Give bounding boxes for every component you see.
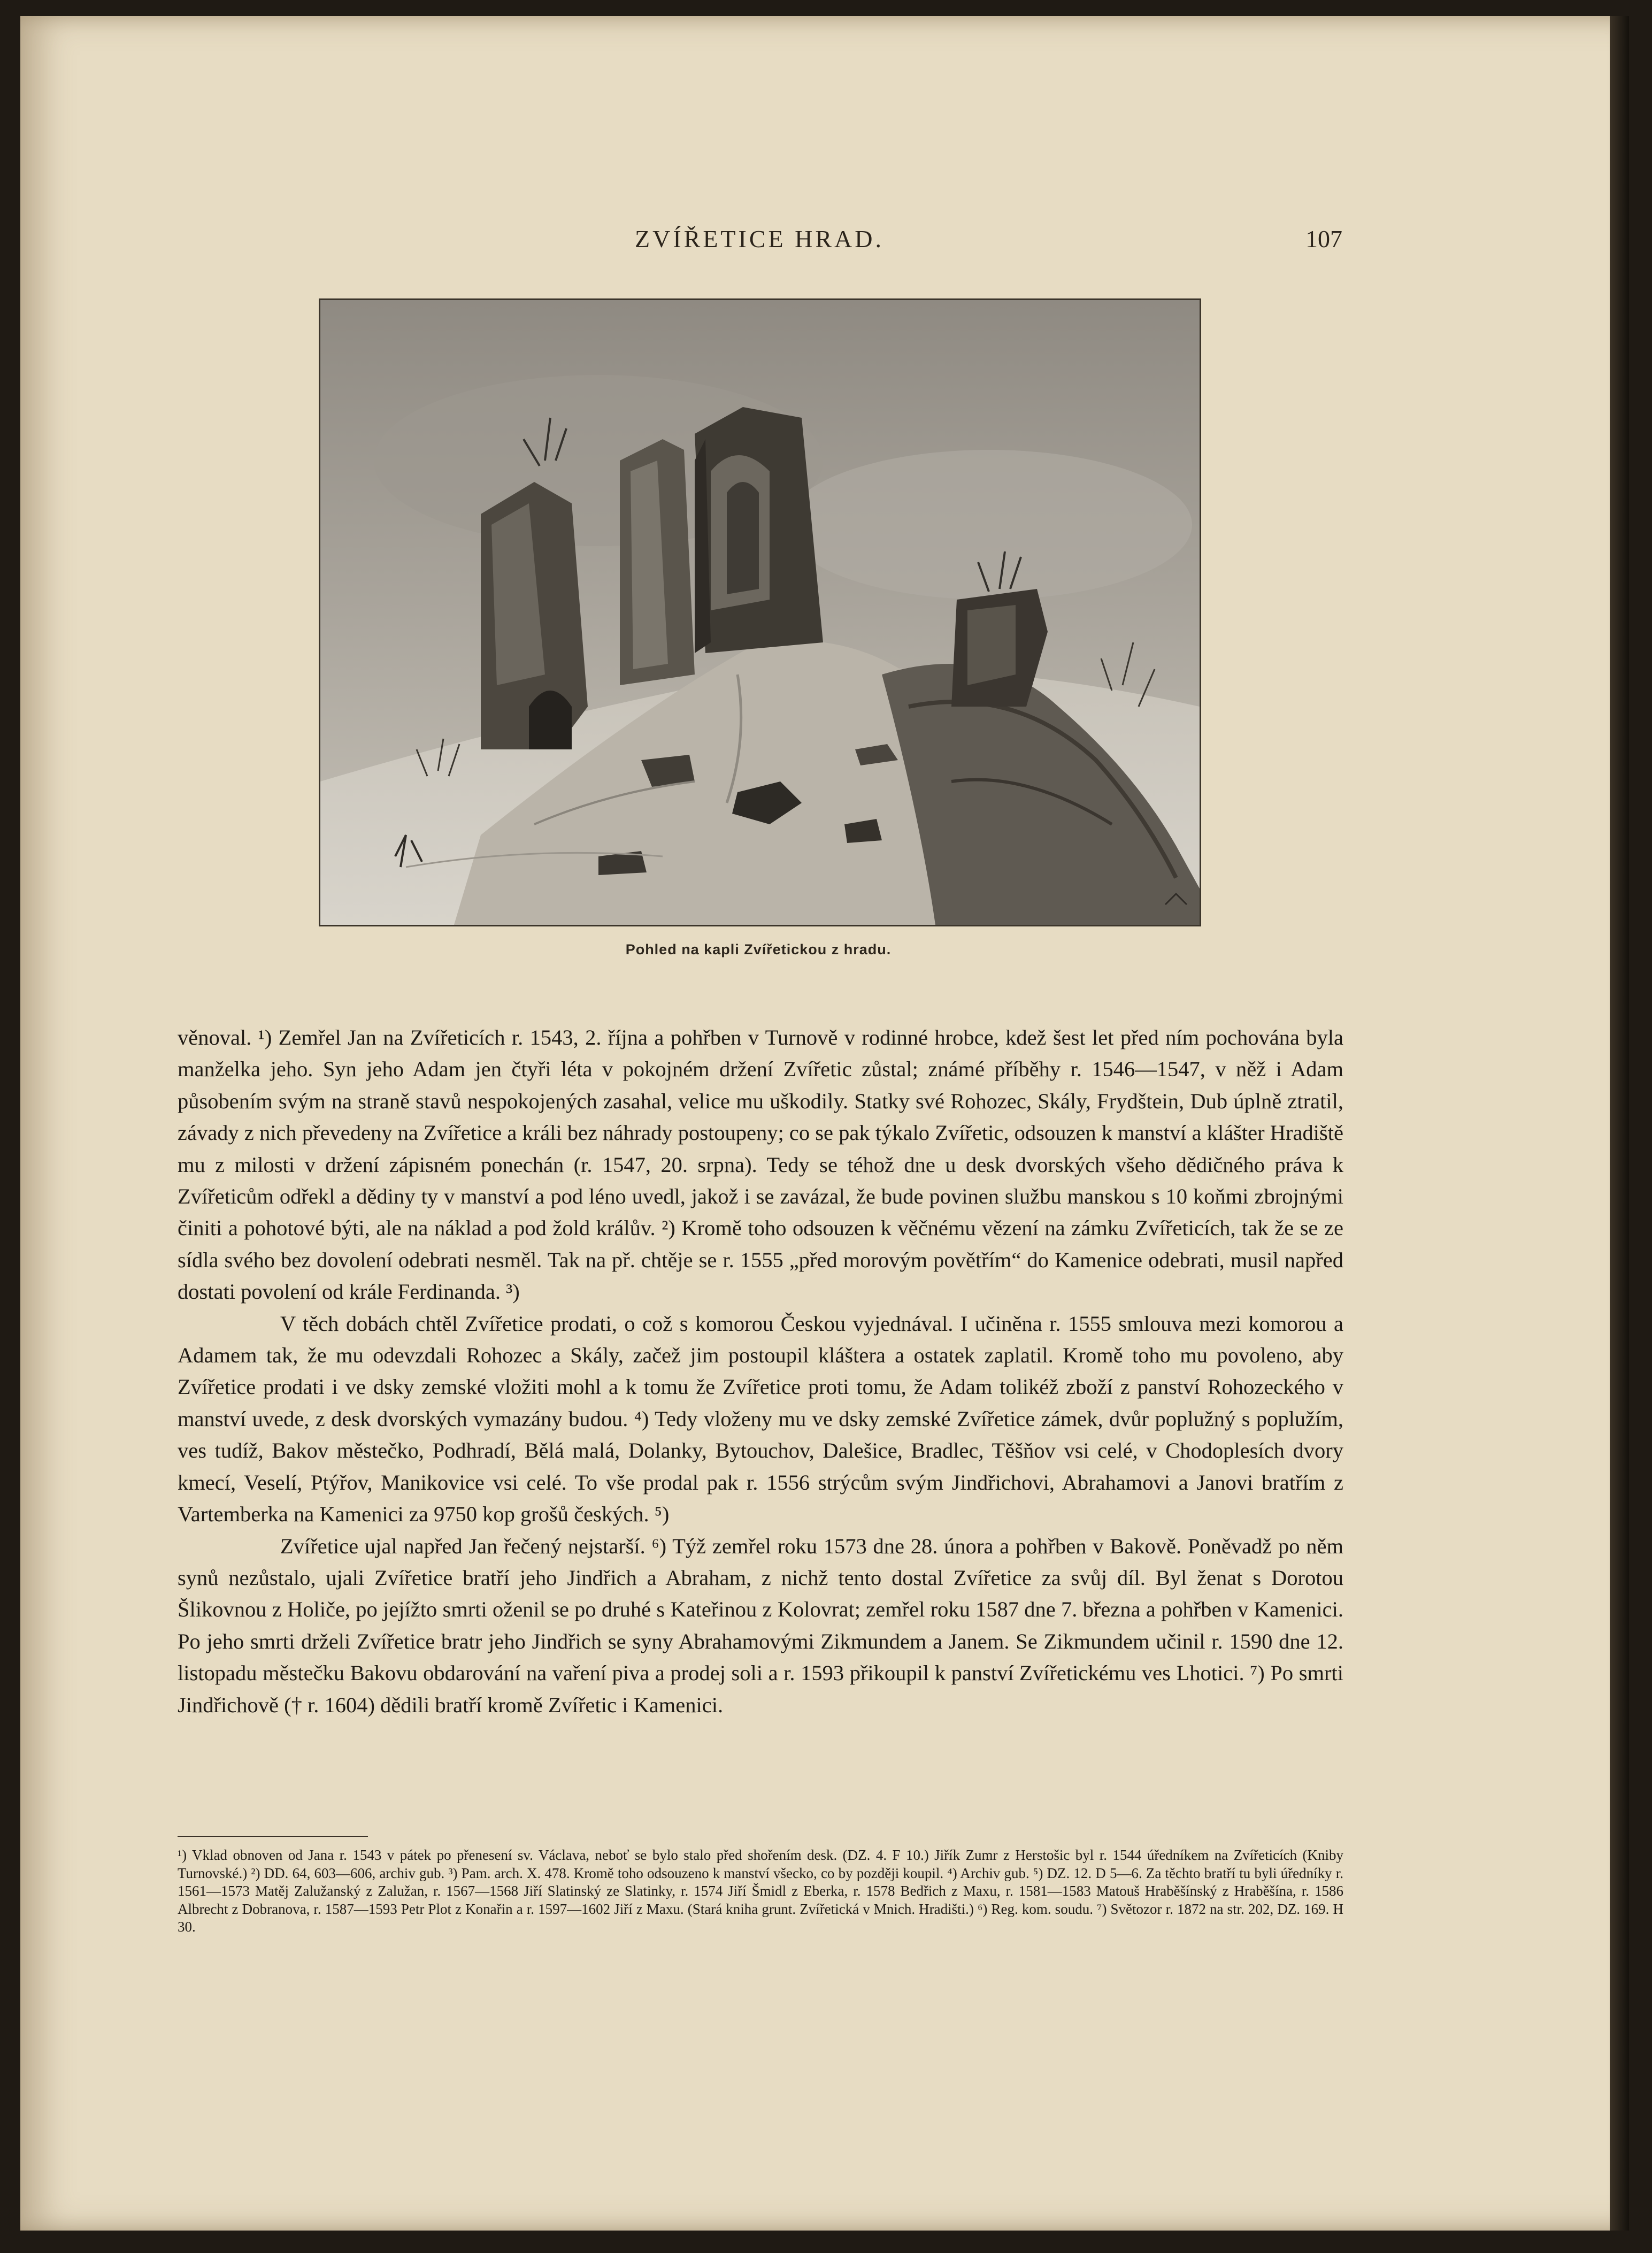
paragraph-1: věnoval. ¹) Zemřel Jan na Zvířeticích r. 1543, 2. října a pohřben v Turnově v rodinné hrobce, kdež šest let před ním pochována byla manželka jeho. Syn jeho Adam jen čtyři léta v pokojném držení Zvířetic zůstal; známé příběhy r. 1546—1547, v něž i Adam působením svým na straně stavů nespokojených zasahal, velice mu uškodily. Statky své Rohozec, Skály, Frydštein, Dub úplně ztratil, závady z nich převedeny na Zvířetice a králi bez náhrady postoupeny; co se pak týkalo Zvířetic, odsouzen k manství a klášter Hradiště mu z milosti v držení zápisném ponechán (r. 1547, 20. srpna). Tedy se téhož dne u desk dvorských všeho dědičného práva k Zvířeticům odřekl a dědiny ty v manství a pod léno uvedl, jakož i se zavázal, že bude povinen službu manskou s 10 koňmi zbrojnými činiti a pohotové býti, ale na náklad a pod žold králův. ²) Kromě toho odsouzen k věčnému vězení na zámku Zvířeticích, tak že se ze sídla svého bez dovolení odebrati nesměl. Tak na př. chtěje se r. 1555 „před morovým povětřím“ do Kamenice odebrati, musil napřed dostati povolení od krále Ferdinanda. ³) — [178, 1025, 1343, 1304]
ruin-engraving-image — [320, 300, 1200, 925]
castle-ruin-illustration — [319, 298, 1201, 926]
footnote-divider — [178, 1836, 368, 1837]
paragraph-3: Zvířetice ujal napřed Jan řečený nejstarší. ⁶) Týž zemřel roku 1573 dne 28. února a pohřben v Bakově. Poněvadž po něm synů nezůstalo, ujali Zvířetice bratří jeho Jindřich a Abraham, z nichž tento dostal Zvířetice za svůj díl. Byl ženat s Dorotou Šlikovnou z Holiče, po jejížto smrti oženil se po druhé s Kateřinou z Kolovrat; zemřel roku 1587 dne 7. března a pohřben v Kamenici. Po jeho smrti drželi Zvířetice bratr jeho Jindřich se syny Abrahamovými Zikmundem a Janem. Se Zikmundem učinil r. 1590 dne 12. listopadu městečku Bakovu obdarování na vaření piva a prodej soli a r. 1593 přikoupil k panství Zvířetickému ves Lhotici. ⁷) Po smrti Jindřichově († r. 1604) dědili bratří kromě Zvířetic i Kamenici. — [178, 1534, 1343, 1717]
figure-caption: Pohled na kapli Zvířetickou z hradu. — [625, 941, 892, 957]
paragraph-2: V těch dobách chtěl Zvířetice prodati, o což s komorou Českou vyjednával. I učiněna r. 1555 smlouva mezi komorou a Adamem tak, že mu odevzdali Rohozec a Skály, začež jim postoupil kláštera a ostatek zaplatil. Kromě toho mu povoleno, aby Zvířetice prodati i ve dsky zemské vložiti mohl a k tomu že Zvířetice proti tomu, že Adam tolikéž zboží z panství Rohozeckého v manství uvede, z desk dvorských vymazány budou. ⁴) Tedy vloženy mu ve dsky zemské Zvířetice zámek, dvůr poplužný s poplužím, ves tudíž, Bakov městečko, Podhradí, Bělá malá, Dolanky, Bytouchov, Dalešice, Bradlec, Těšňov vsi celé, v Chodoplesích dvory kmecí, Veselí, Ptýřov, Manikovice vsi celé. To vše prodal pak r. 1556 strýcům svým Jindřichovi, Abrahamovi a Janovi bratřím z Vartemberka na Kamenici za 9750 kop grošů českých. ⁵) — [178, 1311, 1343, 1527]
page-number: 107 — [1305, 225, 1342, 252]
footnotes — [178, 1846, 1343, 1936]
footnote-text: ¹) Vklad obnoven od Jana r. 1543 v pátek po přenesení sv. Václava, neboť se bylo stalo před shořením desk. (DZ. 4. F 10.) Jiřík Zumr z Herstošic byl r. 1544 úředníkem na Zvířeticích (Kniby Turnovské.) ²) DD. 64, 603—606, archiv gub. ³) Pam. arch. X. 478. Kromě toho odsouzeno k manství všecko, co by později koupil. ⁴) Archiv gub. ⁵) DZ. 12. D 5—6. Za těchto bratří tu byli úředníky r. 1561—1573 Matěj Zalužanský z Zalužan, r. 1567—1568 Jiří Slatinský ze Slatinky, r. 1574 Jiří Šmidl z Eberka, r. 1578 Bedřich z Maxu, r. 1581—1583 Matouš Hraběšínský z Hraběšína, r. 1586 Albrecht z Dobranova, r. 1587—1593 Petr Plot z Konařin a r. 1597—1602 Jiří z Maxu. (Stará kniha grunt. Zvířetická v Mnich. Hradišti.) ⁶) Reg. kom. soudu. ⁷) Světozor r. 1872 na str. 202, DZ. 169. H 30. — [178, 1847, 1343, 1935]
page-header — [176, 225, 1342, 273]
body-text — [178, 1022, 1343, 1721]
running-title: ZVÍŘETICE HRAD. — [635, 225, 884, 252]
page-binding-edge — [1610, 16, 1629, 2231]
